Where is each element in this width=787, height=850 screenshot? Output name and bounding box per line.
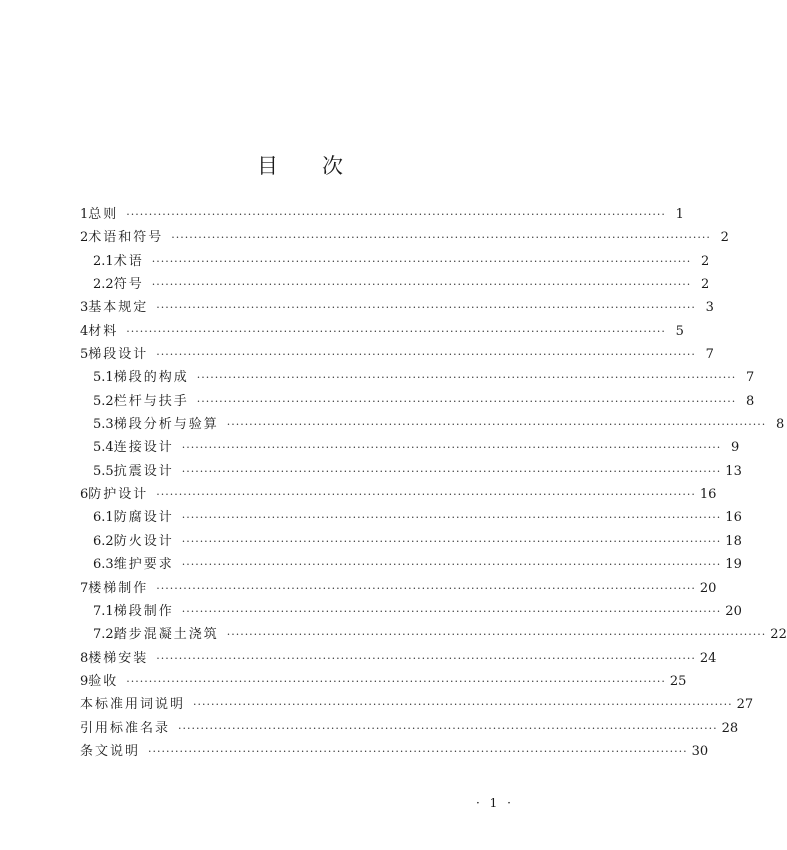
toc-entry-page: 18 <box>725 533 742 549</box>
toc-entry-number: 3 <box>80 300 89 316</box>
toc-leader-dots: ························································································································ <box>156 488 696 502</box>
toc-entry-page: 27 <box>736 697 754 713</box>
toc-entry-number: 8 <box>80 650 89 666</box>
toc-entry-number: 5.3 <box>93 417 114 433</box>
toc-entry-page: 30 <box>691 743 709 759</box>
toc-leader-dots: ························································································································ <box>196 394 737 408</box>
toc-entry[interactable] <box>80 226 729 249</box>
toc-entry[interactable] <box>80 250 710 273</box>
toc-entry-label: 抗震设计 <box>113 463 174 479</box>
toc-entry[interactable] <box>80 740 709 763</box>
toc-entry-number: 2.2 <box>93 277 114 293</box>
toc-entry[interactable] <box>80 483 717 506</box>
toc-entry-number: 5.2 <box>93 393 114 409</box>
toc-entry-label: 总则 <box>88 207 119 222</box>
toc-entry-page: 1 <box>675 207 684 222</box>
toc-entry[interactable] <box>80 296 714 319</box>
toc-entry-page: 28 <box>721 720 739 736</box>
toc-leader-dots: ························································································································ <box>156 651 696 665</box>
toc-entry[interactable] <box>80 693 754 716</box>
toc-entry[interactable] <box>80 670 687 693</box>
toc-entry-page: 25 <box>669 673 687 689</box>
toc-entry-label: 引用标准名录 <box>80 720 171 736</box>
toc-leader-dots: ························································································································ <box>181 511 722 525</box>
toc-entry-number: 6.1 <box>93 510 114 526</box>
toc-entry[interactable] <box>80 623 787 646</box>
toc-entry-number: 5.4 <box>93 440 114 456</box>
toc-entry-page: 5 <box>675 323 684 339</box>
toc-entry-label: 防腐设计 <box>113 510 174 526</box>
toc-entry-label: 验收 <box>88 673 119 689</box>
toc-leader-dots: ························································································································ <box>171 231 711 245</box>
toc-leader-dots: ························································································································ <box>181 441 722 455</box>
toc-entry[interactable] <box>80 413 785 436</box>
toc-entry-number: 6.3 <box>93 557 114 573</box>
toc-entry-page: 22 <box>770 627 787 643</box>
toc-entry[interactable] <box>80 506 742 529</box>
toc-entry-page: 16 <box>725 510 742 526</box>
toc-entry-label: 术语和符号 <box>88 230 164 246</box>
toc-entry-label: 连接设计 <box>113 440 174 456</box>
toc-entry-label: 基本规定 <box>88 300 149 316</box>
toc-entry-label: 防火设计 <box>113 533 174 549</box>
toc-entry-label: 梯段制作 <box>113 603 174 619</box>
toc-leader-dots: ························································································································ <box>156 301 696 315</box>
toc-entry-label: 符号 <box>113 277 144 293</box>
page-title: 目次 <box>257 154 387 178</box>
toc-entry-label: 踏步混凝土浇筑 <box>113 627 219 643</box>
toc-leader-dots: ························································································································ <box>181 464 722 478</box>
toc-entry-number: 1 <box>80 207 89 222</box>
toc-entry-page: 20 <box>699 580 717 596</box>
toc-entry-number: 5.1 <box>93 370 114 386</box>
toc-entry-page: 2 <box>701 253 710 269</box>
toc-entry-label: 条文说明 <box>80 743 141 759</box>
toc-leader-dots: ························································································································ <box>226 628 767 642</box>
toc-entry-number: 6.2 <box>93 533 114 549</box>
toc-leader-dots: ························································································································ <box>156 348 696 362</box>
toc-leader-dots: ························································································································ <box>126 674 666 688</box>
toc-entry[interactable] <box>80 647 717 670</box>
toc-entry-number: 2.1 <box>93 253 114 269</box>
toc-entry-page: 16 <box>699 487 717 503</box>
toc-entry[interactable] <box>80 366 755 389</box>
toc-entry[interactable] <box>80 343 714 366</box>
toc-entry-label: 梯段设计 <box>88 347 149 363</box>
toc-entry-label: 术语 <box>113 253 144 269</box>
toc-entry-label: 梯段分析与验算 <box>113 417 219 433</box>
toc-entry[interactable] <box>80 577 717 600</box>
toc-entry-number: 7 <box>80 580 89 596</box>
toc-entry-page: 13 <box>725 463 742 479</box>
toc-entry-number: 2 <box>80 230 89 246</box>
toc-leader-dots: ························································································································ <box>178 721 718 735</box>
toc-leader-dots: ························································································································ <box>151 254 692 268</box>
toc-entry-label: 材料 <box>88 323 119 339</box>
table-of-contents <box>80 203 787 763</box>
toc-entry-page: 8 <box>776 417 785 433</box>
toc-entry[interactable] <box>80 436 740 459</box>
toc-entry-page: 19 <box>725 557 742 573</box>
toc-leader-dots: ························································································································ <box>226 418 767 432</box>
toc-entry-page: 2 <box>701 277 710 293</box>
toc-entry-page: 7 <box>705 347 714 363</box>
toc-entry-page: 24 <box>699 650 717 666</box>
toc-entry-page: 20 <box>725 603 742 619</box>
toc-entry-page: 9 <box>731 440 740 456</box>
toc-leader-dots: ························································································································ <box>196 371 737 385</box>
toc-entry-number: 7.2 <box>93 627 114 643</box>
toc-leader-dots: ························································································································ <box>193 698 733 712</box>
toc-leader-dots: ························································································································ <box>156 581 696 595</box>
toc-entry[interactable] <box>80 600 742 623</box>
toc-entry-label: 栏杆与扶手 <box>113 393 189 409</box>
toc-entry-page: 7 <box>746 370 755 386</box>
toc-entry[interactable] <box>80 460 742 483</box>
toc-entry-page: 2 <box>720 230 729 246</box>
toc-entry[interactable] <box>80 320 684 343</box>
toc-entry-label: 楼梯制作 <box>88 580 149 596</box>
toc-leader-dots: ························································································································ <box>181 604 722 618</box>
toc-entry-number: 5 <box>80 347 89 363</box>
toc-leader-dots: ························································································································ <box>148 744 688 758</box>
toc-entry[interactable] <box>80 717 739 740</box>
toc-entry[interactable] <box>80 390 755 413</box>
toc-entry-number: 9 <box>80 673 89 689</box>
toc-entry-number: 6 <box>80 487 89 503</box>
toc-leader-dots: ························································································································ <box>181 534 722 548</box>
toc-entry[interactable] <box>80 530 742 553</box>
toc-entry-label: 维护要求 <box>113 557 174 573</box>
toc-entry[interactable] <box>80 203 684 226</box>
toc-entry-number: 5.5 <box>93 463 114 479</box>
toc-entry-label: 防护设计 <box>88 487 149 503</box>
toc-leader-dots: ························································································································ <box>126 208 666 221</box>
toc-entry-number: 4 <box>80 323 89 339</box>
toc-leader-dots: ························································································································ <box>151 278 692 292</box>
toc-entry-label: 楼梯安装 <box>88 650 149 666</box>
toc-entry-label: 梯段的构成 <box>113 370 189 386</box>
toc-leader-dots: ························································································································ <box>181 558 722 572</box>
toc-entry-number: 7.1 <box>93 603 114 619</box>
toc-entry-page: 3 <box>705 300 714 316</box>
toc-entry[interactable] <box>80 553 742 576</box>
toc-entry[interactable] <box>80 273 710 296</box>
toc-entry-label: 本标准用词说明 <box>80 697 186 713</box>
toc-entry-page: 8 <box>746 393 755 409</box>
page-number: · 1 · <box>476 796 514 810</box>
toc-leader-dots: ························································································································ <box>126 324 666 338</box>
